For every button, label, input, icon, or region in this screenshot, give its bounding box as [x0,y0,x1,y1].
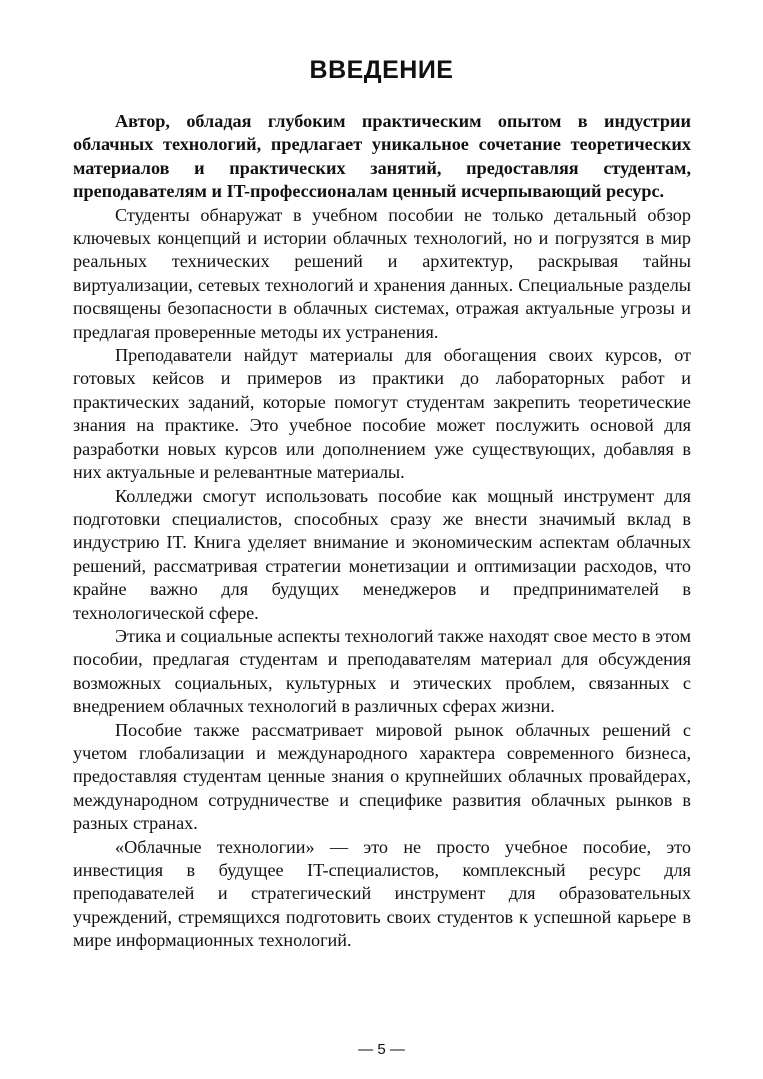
intro-paragraph: Автор, обладая глубоким практическим опытом в индустрии облачных технологий, предлагает уникальное сочетание теоретических материалов и практических занятий, предоставляя студентам, преподавателям и IT-профессионалам ценный исчерпывающий ресурс. [73,111,691,202]
paragraph-conclusion: «Облачные технологии» — это не просто учебное пособие, это инвестиция в будущее IT-специалистов, комплексный ресурс для преподавателей и стратегический инструмент для образовательных учреждений, стремящихся подготовить своих студентов к успешной карьере в мире информационных технологий. [73,836,691,951]
page-title: ВВЕДЕНИЕ [309,56,454,84]
paragraph-students: Студенты обнаружат в учебном пособии не только детальный обзор ключевых концепций и истории облачных технологий, но и погрузятся в мир реальных технических решений и архитектур, раскрывая тайны виртуализации, сетевых технологий и хранения данных. Специальные разделы посвящены безопасности в облачных системах, отражая актуальные угрозы и предлагая проверенные методы их устранения. [73,204,691,342]
paragraph-colleges: Колледжи смогут использовать пособие как мощный инструмент для подготовки специалистов, способных сразу же внести значимый вклад в индустрию IT. Книга уделяет внимание и экономическим аспектам облачных решений, рассматривая стратегии монетизации и оптимизации расходов, что крайне важно для будущих менеджеров и предпринимателей в технологической сфере. [73,485,691,623]
paragraph-market: Пособие также рассматривает мировой рынок облачных решений с учетом глобализации и международного характера современного бизнеса, предоставляя студентам ценные знания о крупнейших облачных провайдерах, международном сотрудничестве и специфике развития облачных рынков в разных странах. [73,719,691,834]
document-body [73,110,691,953]
paragraph-ethics: Этика и социальные аспекты технологий также находят свое место в этом пособии, предлагая студентам и преподавателям материал для обсуждения возможных социальных, культурных и этических проблем, связанных с внедрением облачных технологий в различных сферах жизни. [73,625,691,717]
paragraph-teachers: Преподаватели найдут материалы для обогащения своих курсов, от готовых кейсов и примеров из практики до лабораторных работ и практических заданий, которые помогут студентам закрепить теоретические знания на практике. Это учебное пособие может послужить основой для разработки новых курсов или дополнением уже существующих, добавляя в них актуальные и релевантные материалы. [73,345,691,483]
page-number: — 5 — [358,1041,405,1058]
